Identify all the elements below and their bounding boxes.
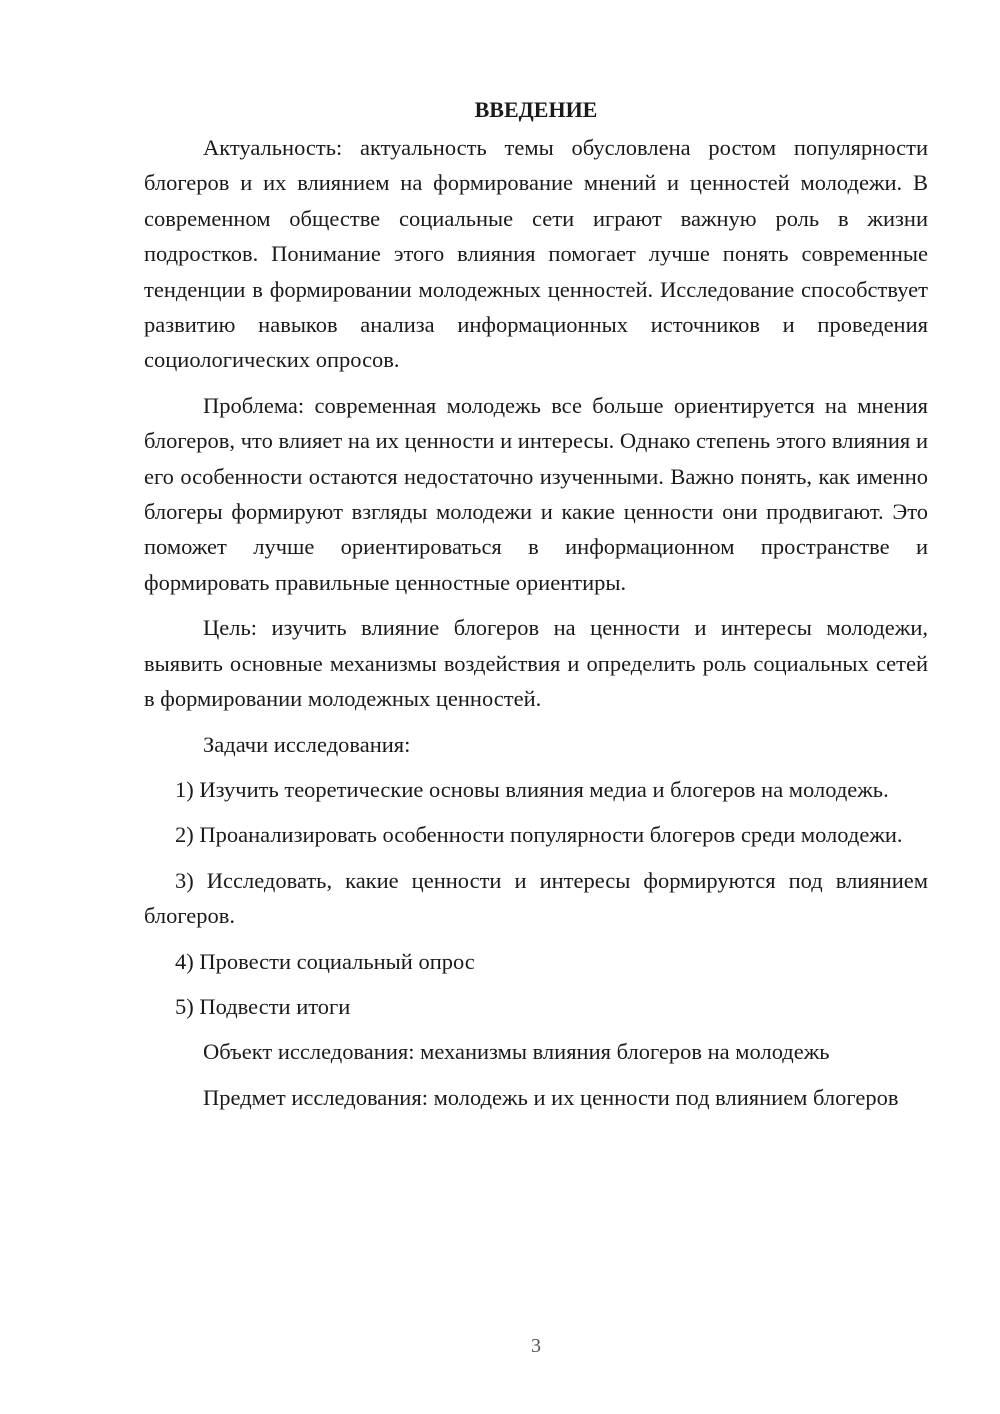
tasks-title: Задачи исследования:	[203, 731, 411, 757]
section-heading: ВВЕДЕНИЕ	[474, 97, 598, 122]
task-item-2: 2) Проанализировать особенности популярности блогеров среди молодежи.	[175, 822, 903, 848]
goal-paragraph: Цель: изучить влияние блогеров на ценности и интересы молодежи, выявить основные механизмы воздействия и определить роль социальных сетей в формировании молодежных ценностей.	[144, 615, 928, 712]
task-item-5: 5) Подвести итоги	[175, 993, 351, 1019]
task-item-1: 1) Изучить теоретические основы влияния медиа и блогеров на молодежь.	[175, 776, 889, 802]
task-item-4: 4) Провести социальный опрос	[175, 948, 475, 974]
research-subject-paragraph: Предмет исследования: молодежь и их ценности под влиянием блогеров	[203, 1084, 899, 1110]
research-object-paragraph: Объект исследования: механизмы влияния блогеров на молодежь	[203, 1039, 830, 1065]
page-number: 3	[531, 1335, 541, 1357]
problem-paragraph: Проблема: современная молодежь все больше ориентируется на мнения блогеров, что влияет на их ценности и интересы. Однако степень этого влияния и его особенности остаются недостаточно изученными. Важно понять, как именно блогеры формируют взгляды молодежи и какие ценности они продвигают. Это поможет лучше ориентироваться в информационном пространстве и формировать правильные ценностные ориентиры.	[144, 392, 928, 595]
document-page	[144, 92, 928, 1125]
task-item-3: 3) Исследовать, какие ценности и интересы формируются под влиянием блогеров.	[144, 867, 928, 929]
relevance-paragraph: Актуальность: актуальность темы обусловлена ростом популярности блогеров и их влиянием на формирование мнений и ценностей молодежи. В современном обществе социальные сети играют важную роль в жизни подростков. Понимание этого влияния помогает лучше понять современные тенденции в формировании молодежных ценностей. Исследование способствует развитию навыков анализа информационных источников и проведения социологических опросов.	[144, 135, 928, 373]
